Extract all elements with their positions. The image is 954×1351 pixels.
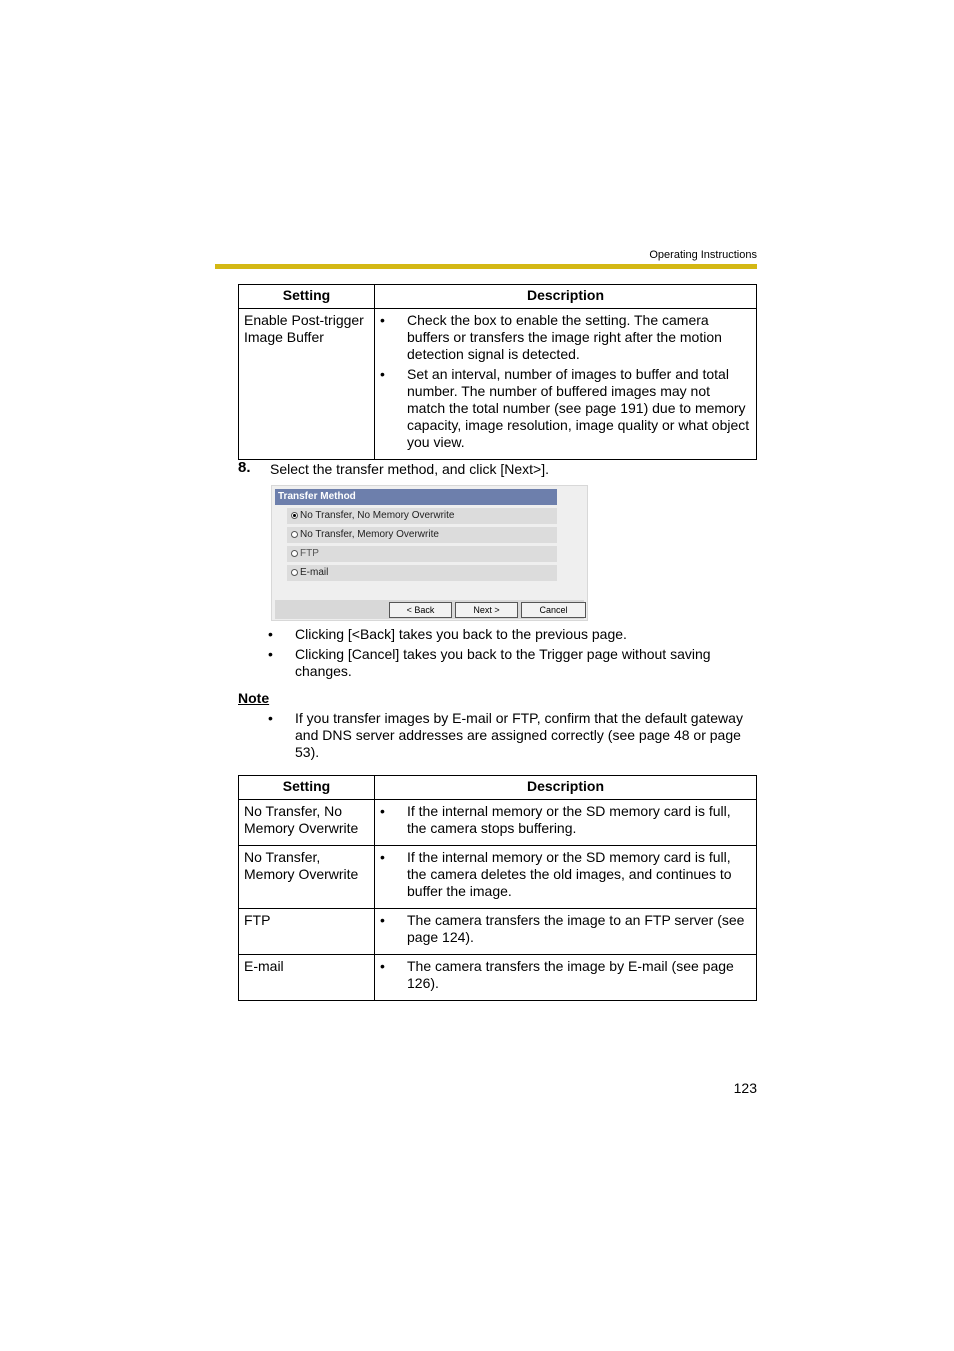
list-item: • Clicking [<Back] takes you back to the previous page.	[268, 626, 757, 643]
table-row	[239, 846, 757, 909]
option-email[interactable]: E-mail	[287, 565, 557, 581]
back-button[interactable]: < Back	[389, 602, 452, 618]
cancel-button[interactable]: Cancel	[521, 602, 586, 618]
radio-icon[interactable]	[291, 569, 298, 576]
table-row	[239, 800, 757, 846]
table-row	[239, 309, 757, 460]
table-row	[239, 955, 757, 1001]
table-row	[239, 909, 757, 955]
description-cell	[375, 909, 757, 955]
settings-table-transfer-method	[238, 775, 757, 1001]
step-instruction	[238, 459, 549, 477]
description-bullet: • The camera transfers the image to an FTP server (see page 124).	[380, 912, 751, 946]
transfer-method-screenshot	[271, 485, 588, 621]
column-header-setting: Setting	[239, 285, 375, 309]
running-header: Operating Instructions	[649, 249, 757, 261]
note-list	[268, 710, 757, 764]
description-bullet: • Check the box to enable the setting. The camera buffers or transfers the image right after the motion detection signal is detected.	[380, 312, 751, 363]
transfer-method-title: Transfer Method	[275, 489, 557, 505]
radio-icon[interactable]	[291, 550, 298, 557]
table-header-row	[239, 285, 757, 309]
description-bullet: • The camera transfers the image by E-mail (see page 126).	[380, 958, 751, 992]
option-no-transfer-no-overwrite[interactable]: No Transfer, No Memory Overwrite	[287, 508, 557, 524]
setting-cell: No Transfer, No Memory Overwrite	[239, 800, 375, 846]
table-header-row	[239, 776, 757, 800]
column-header-setting: Setting	[239, 776, 375, 800]
step-notes-list	[268, 626, 757, 683]
radio-icon[interactable]	[291, 531, 298, 538]
list-item: • If you transfer images by E-mail or FTP, confirm that the default gateway and DNS server addresses are assigned correctly (see page 48 or page 53).	[268, 710, 757, 761]
setting-cell: E-mail	[239, 955, 375, 1001]
page-number: 123	[733, 1080, 757, 1096]
settings-table-post-trigger	[238, 284, 757, 460]
option-no-transfer-overwrite[interactable]: No Transfer, Memory Overwrite	[287, 527, 557, 543]
step-text: Select the transfer method, and click [Next>].	[270, 461, 549, 477]
description-bullet: • If the internal memory or the SD memory card is full, the camera stops buffering.	[380, 803, 751, 837]
description-bullet: • Set an interval, number of images to buffer and total number. The number of buffered images may not match the total number (see page 191) due to memory capacity, image resolution, image quality or what object you view.	[380, 366, 751, 451]
radio-selected-icon[interactable]	[291, 512, 298, 519]
description-cell	[375, 846, 757, 909]
next-button[interactable]: Next >	[455, 602, 518, 618]
list-item: • Clicking [Cancel] takes you back to the Trigger page without saving changes.	[268, 646, 757, 680]
description-cell	[375, 309, 757, 460]
description-cell	[375, 955, 757, 1001]
button-bar	[275, 600, 584, 619]
description-cell	[375, 800, 757, 846]
column-header-description: Description	[375, 776, 757, 800]
column-header-description: Description	[375, 285, 757, 309]
option-ftp[interactable]: FTP	[287, 546, 557, 562]
step-number: 8.	[238, 459, 251, 476]
description-bullet: • If the internal memory or the SD memory card is full, the camera deletes the old images, and continues to buffer the image.	[380, 849, 751, 900]
setting-cell: FTP	[239, 909, 375, 955]
setting-cell: No Transfer, Memory Overwrite	[239, 846, 375, 909]
setting-cell: Enable Post-trigger Image Buffer	[239, 309, 375, 460]
note-heading: Note	[238, 690, 270, 706]
header-rule	[215, 264, 757, 269]
